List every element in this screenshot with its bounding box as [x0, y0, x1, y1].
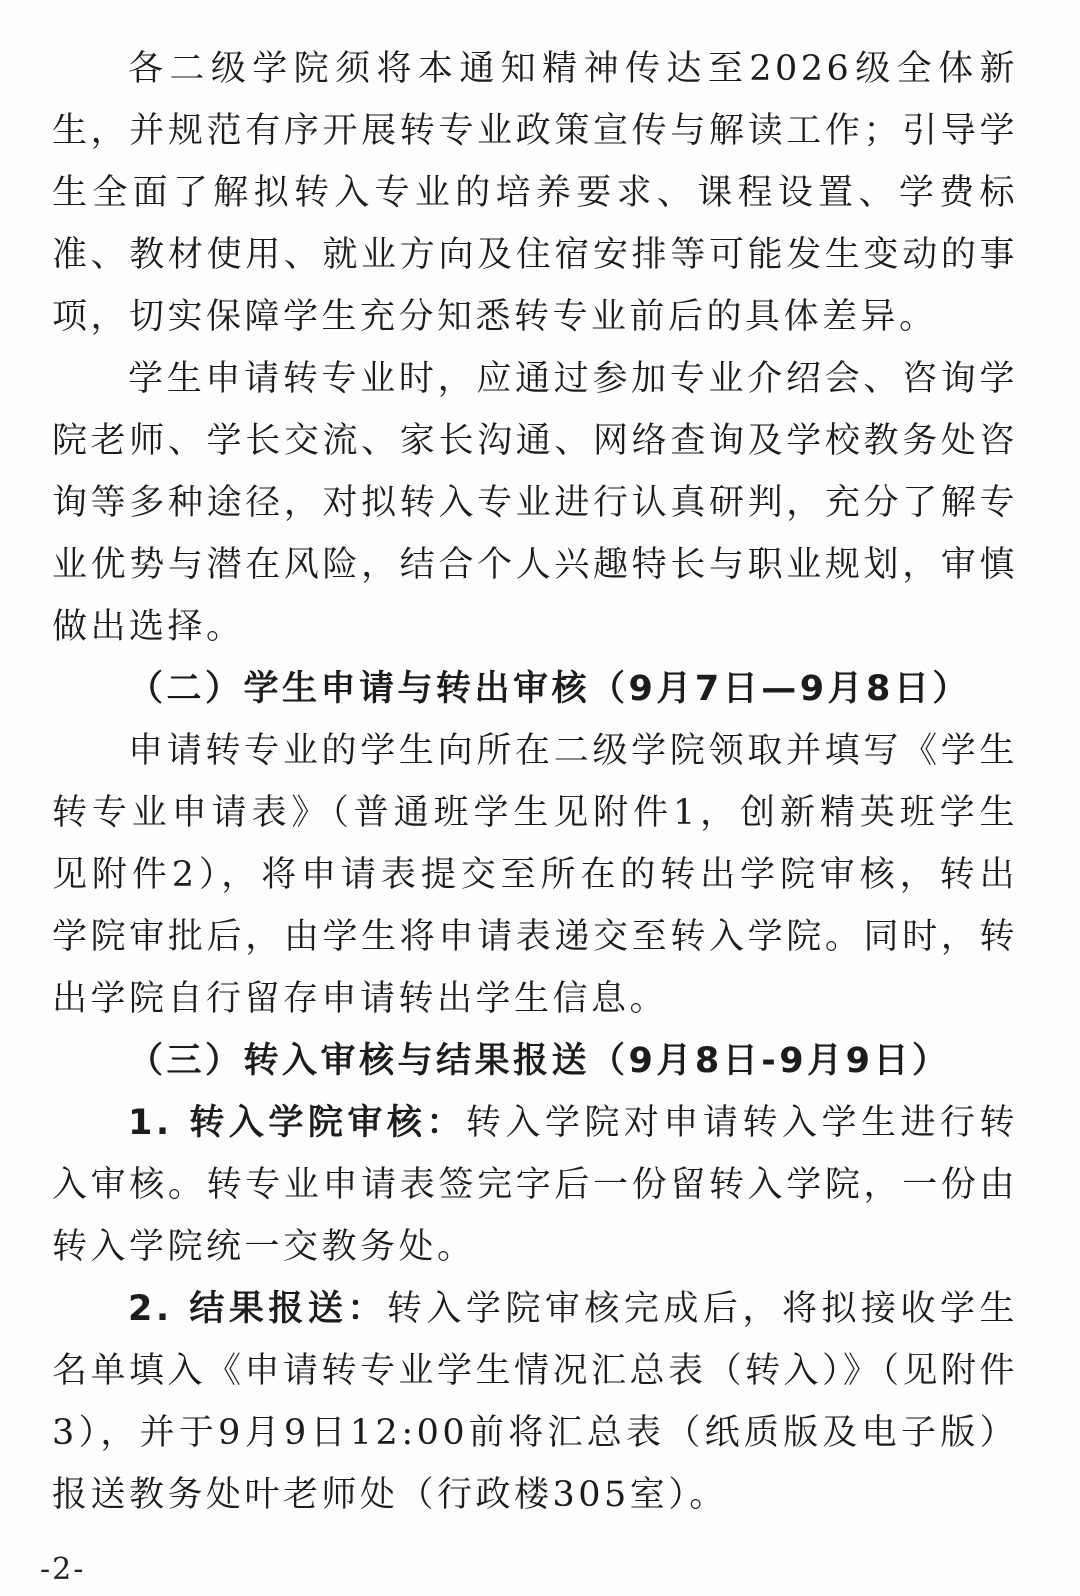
item-text-result-reporting: 转入学院审核完成后，将拟接收学生名单填入《申请转专业学生情况汇总表（转入）》（见附件3），并于9月9日12:00前将汇总表（纸质版及电子版）报送教务处叶老师处（行政楼305室）。	[52, 1289, 1019, 1515]
document-body	[52, 38, 1018, 1526]
paragraph-notice-dissemination: 各二级学院须将本通知精神传达至2026级全体新生，并规范有序开展转专业政策宣传与解读工作；引导学生全面了解拟转入专业的培养要求、课程设置、学费标准、教材使用、就业方向及住宿安排等可能发生变动的事项，切实保障学生充分知悉转专业前后的具体差异。	[52, 49, 1018, 337]
page-number: -2-	[40, 1552, 86, 1587]
item-transfer-college-review	[52, 1092, 1018, 1278]
item-result-reporting	[52, 1278, 1018, 1526]
paragraph-application-procedure: 申请转专业的学生向所在二级学院领取并填写《学生转专业申请表》（普通班学生见附件1，创新精英班学生见附件2），将申请表提交至所在的转出学院审核，转出学院审批后，由学生将申请表递交至转入学院。同时，转出学院自行留存申请转出学生信息。	[52, 731, 1018, 1019]
paragraph-student-application-guidance: 学生申请转专业时，应通过参加专业介绍会、咨询学院老师、学长交流、家长沟通、网络查询及学校教务处咨询等多种途径，对拟转入专业进行认真研判，充分了解专业优势与潜在风险，结合个人兴趣特长与职业规划，审慎做出选择。	[52, 359, 1018, 647]
section-heading-transfer-review: （三）转入审核与结果报送（9月8日-9月9日）	[128, 1041, 951, 1081]
item-label-transfer-review: 1. 转入学院审核：	[128, 1103, 466, 1143]
item-text-transfer-review: 转入学院对申请转入学生进行转入审核。转专业申请表签完字后一份留转入学院，一份由转入学院统一交教务处。	[52, 1103, 1018, 1267]
item-label-result-reporting: 2. 结果报送：	[128, 1289, 387, 1329]
section-heading-application-review: （二）学生申请与转出审核（9月7日—9月8日）	[128, 669, 971, 709]
